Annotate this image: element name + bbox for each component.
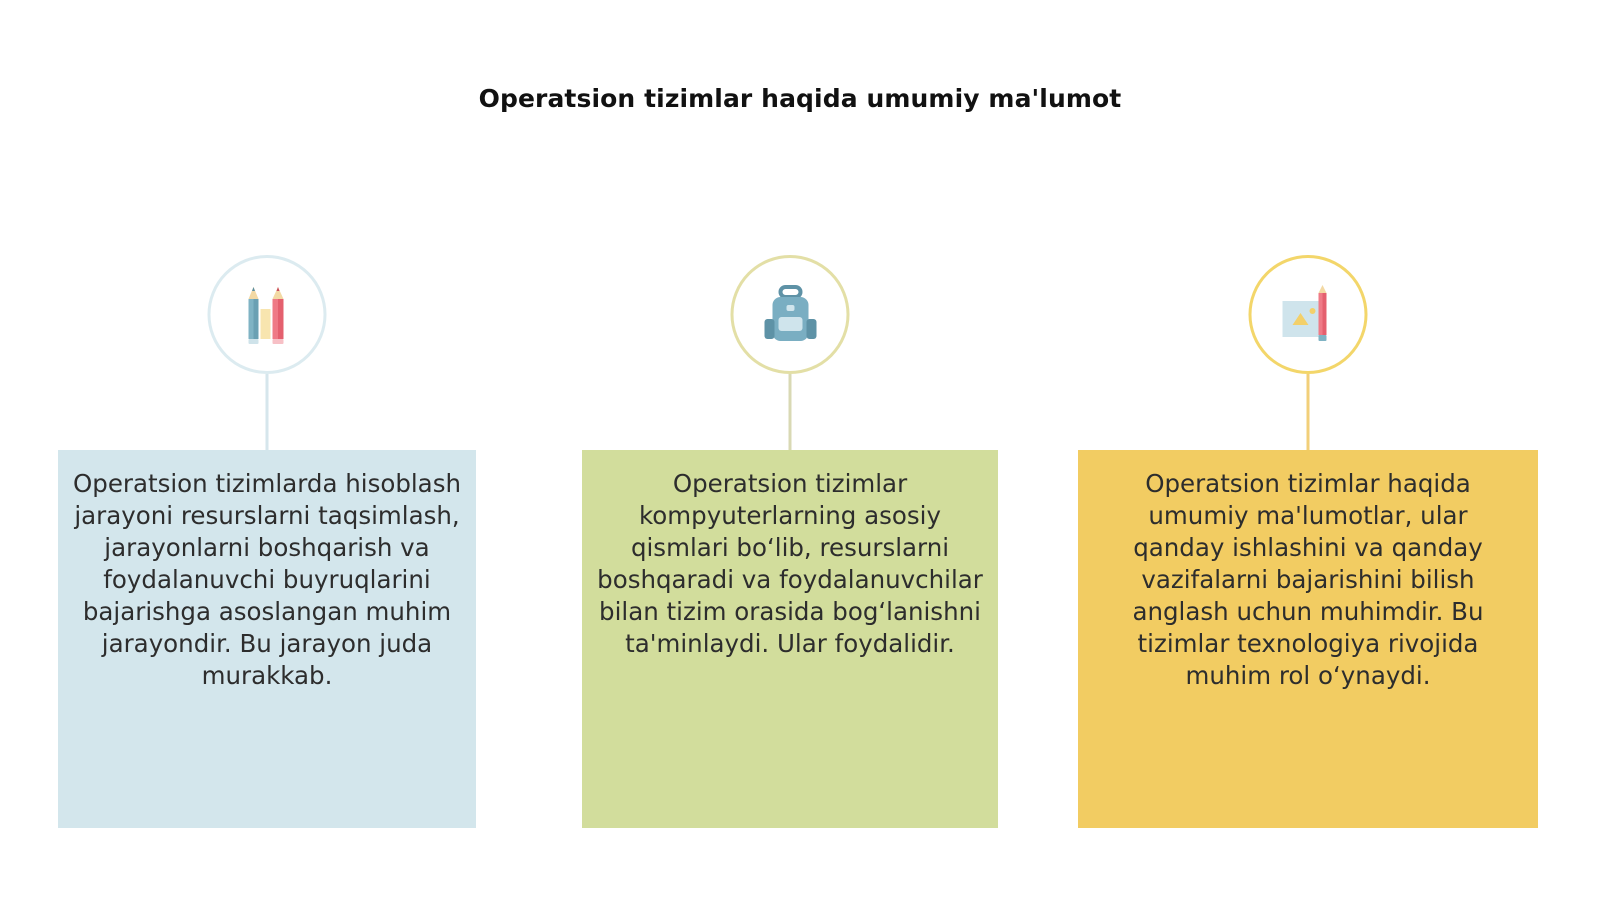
drawing-pencil-icon: [1278, 285, 1338, 345]
icon-circle-2: [731, 255, 850, 374]
info-column-3: [1078, 0, 1538, 900]
card-text-3: Operatsion tizimlar haqida umumiy ma'lumotlar, ular qanday ishlashini va qanday vazifalarni bajarishini bilish anglash uchun muhimdir. Bu tizimlar texnologiya rivojida muhim rol o‘ynaydi.: [1132, 469, 1484, 690]
info-card-1: [58, 450, 476, 828]
connector-line-1: [266, 374, 269, 450]
card-text-1: Operatsion tizimlarda hisoblash jarayoni resurslarni taqsimlash, jarayonlarni boshqarish va foydalanuvchi buyruqlarini bajarishga asoslangan muhim jarayondir. Bu jarayon juda murakkab.: [73, 469, 461, 690]
page-title: Operatsion tizimlar haqida umumiy ma'lumot: [478, 84, 1122, 113]
pencils-icon: [243, 285, 291, 345]
icon-circle-3: [1249, 255, 1368, 374]
icon-circle-1: [208, 255, 327, 374]
info-card-2: [582, 450, 998, 828]
connector-line-3: [1307, 374, 1310, 450]
backpack-icon: [760, 285, 820, 345]
connector-line-2: [789, 374, 792, 450]
info-column-1: [58, 0, 476, 900]
info-column-2: [582, 0, 998, 900]
card-text-2: Operatsion tizimlar kompyuterlarning asosiy qismlari bo‘lib, resurslarni boshqaradi va foydalanuvchilar bilan tizim orasida bog‘lanishni ta'minlaydi. Ular foydalidir.: [597, 469, 983, 658]
info-card-3: [1078, 450, 1538, 828]
